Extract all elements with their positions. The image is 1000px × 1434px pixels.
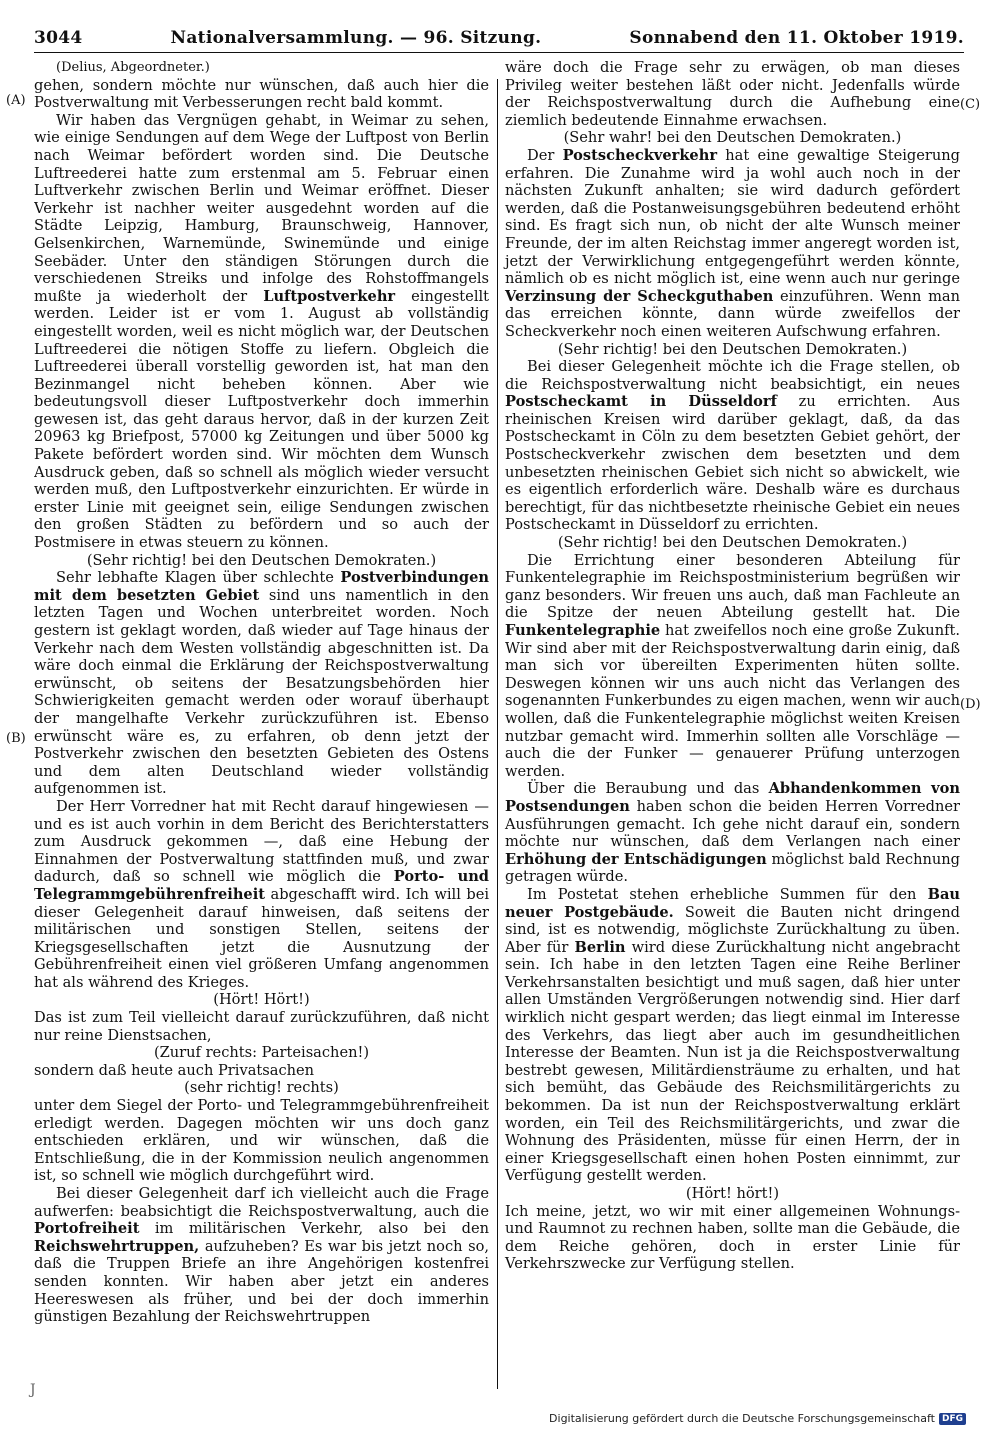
column-rule (497, 79, 498, 1389)
paragraph (505, 147, 960, 341)
text-run: aufzuheben? Es war bis jetzt noch so, daß die Truppen Briefe an ihre Angehörigen kostenfrei senden konnten. Wir haben aber jetzt ein anderes Heereswesen als früher, und bei der doch immerhin günstigen Bezahlung der Reichswehrtruppen (34, 1237, 489, 1326)
speaker-label: (Delius, Abgeordneter.) (56, 60, 210, 75)
margin-marker-a: (A) (6, 93, 26, 108)
header-title: Nationalversammlung. — 96. Sitzung. (170, 28, 542, 48)
interjection: (Hört! Hört!) (213, 991, 310, 1009)
page-header (34, 28, 964, 53)
paragraph: gehen, sondern möchte nur wünschen, daß auch hier die Postverwaltung mit Verbesserungen recht bald kommt. (34, 76, 489, 112)
paragraph: Ich meine, jetzt, wo wir mit einer allgemeinen Wohnungs- und Raumnot zu rechnen haben, sollte man die Gebäude, die dem Reiche gehören, doch in erster Linie für Verkehrszwecke zur Verfügung stellen. (505, 1202, 960, 1273)
text-run: Sehr lebhafte Klagen über schlechte (56, 569, 334, 587)
interjection: (Sehr richtig! bei den Deutschen Demokraten.) (557, 534, 908, 552)
text-run: einzuführen. Wenn man das erreichen könnte, dann würde zweifellos der Scheckverkehr noch einen weiteren Aufschwung erfahren. (505, 287, 960, 340)
text-run: Soweit die Bauten nicht dringend sind, ist es notwendig, möglichste Zurückhaltung zu üben. Aber für (505, 903, 960, 956)
text-run: wird diese Zurückhaltung nicht angebracht sein. Ich habe in den letzten Tagen eine Reihe Berliner Verkehrsanstalten besichtigt und muß sagen, daß hier unter allen Umständen Vergrößerungen notwendig sind. Hier darf wirklich nicht gespart werden; das liegt einmal im Interesse des Verkehrs, das liegt aber auch im gesundheitlichen Interesse der Beamten. Nun ist ja die Reichspostverwaltung bestrebt gewesen, Militärdiensträume zu erhalten, und hat sich bemüht, das Gebäude des Reichsmilitärgerichts zu bekommen. Da ist nun der Reichspostverwaltung erklärt worden, ein Teil des Reichsmilitärgerichts, und zwar die Wohnung des Präsidenten, müsse für einen Herrn, der in einer Kriegsgesellschaft einen hohen Posten einnimmt, zur Verfügung gestellt werden. (505, 938, 960, 1185)
text-run: Wir haben das Vergnügen gehabt, in Weimar zu sehen, wie einige Sendungen auf dem Wege der Luftpost von Berlin nach Weimar befördert worden sind. Die Deutsche Luftreederei hatte zum erstenmal am 5. Februar einen Luftverkehr zwischen Berlin und Weimar eröffnet. Dieser Verkehr ist nachher weiter ausgedehnt worden auf die Städte Leipzig, Hamburg, Braunschweig, Hannover, Gelsenkirchen, Warnemünde, Swinemünde und einige Seebäder. Unter den ständigen Störungen durch die verschiedenen Streiks und infolge des Rohstoffmangels mußte ja wiederholt der (34, 111, 489, 305)
margin-marker-c: (C) (960, 97, 981, 112)
interjection: (Hört! hört!) (685, 1185, 780, 1202)
left-column (34, 59, 497, 1326)
text-run: eingestellt werden. Leider ist er vom 1. August ab vollständig eingestellt worden, weil es nicht möglich war, der Deutschen Luftreederei die nötigen Stoffe zu liefern. Obgleich die Luftreederei überall vorstellig geworden ist, hat man den Bezinmangel nicht beheben können. Aber wie bedeutungsvoll dieser Luftpostverkehr doch immerhin gewesen ist, das geht daraus hervor, daß in der kurzen Zeit 20963 kg Briefpost, 57000 kg Zeitungen und über 5000 kg Pakete befördert worden sind. Wir möchten dem Wunsch Ausdruck geben, daß so schnell als möglich wieder versucht werden muß, den Luftpostverkehr einzurichten. Er würde in erster Linie mit geeignet sein, eilige Sendungen zwischen den großen Städten zu befördern und so auch der Postmisere in etwas steuern zu können. (34, 287, 490, 552)
paragraph (505, 552, 960, 781)
emphasis: Reichswehrtruppen, (34, 1237, 200, 1255)
emphasis: Portofreiheit (34, 1220, 140, 1238)
paragraph (505, 886, 960, 1185)
text-run: hat eine gewaltige Steigerung erfahren. Die Zunahme wird ja wohl auch noch in der nächsten Zukunft anhalten; sie wird dadurch gefördert werden, daß die Postanweisungsgebühren bedeutend erhöht sind. Es fragt sich nun, ob nicht der alte Wunsch meiner Freunde, der im alten Reichstag immer angeregt worden ist, jetzt der Verwirklichung entgegengeführt werden könnte, nämlich ob es nicht möglich ist, eine wenn auch nur geringe (505, 146, 960, 288)
interjection: (Sehr wahr! bei den Deutschen Demokraten.) (563, 129, 902, 147)
paragraph (34, 798, 489, 992)
interjection: (Sehr richtig! bei den Deutschen Demokraten.) (86, 551, 437, 569)
right-column (497, 59, 960, 1326)
emphasis: Porto- und Telegrammgebührenfreiheit (34, 868, 490, 903)
page-number: 3044 (34, 28, 83, 48)
digitization-footer (549, 1412, 966, 1425)
paragraph (34, 569, 489, 798)
document-page (34, 28, 964, 1368)
emphasis: Funkentelegraphie (505, 622, 661, 639)
emphasis: Berlin (574, 938, 626, 956)
text-run: möglichst bald Rechnung getragen würde. (505, 850, 960, 886)
emphasis: Abhandenkommen von Postsendungen (505, 780, 960, 815)
paragraph: sondern daß heute auch Privatsachen (34, 1061, 315, 1079)
emphasis: Luftpostverkehr (263, 287, 396, 305)
text-run: abgeschafft wird. Ich will bei dieser Gelegenheit darauf hinweisen, daß seitens der militärischen und sonstigen Stellen, seitens der Kriegsgesellschaften jetzt die Ausnutzung der Gebührenfreiheit einen viel größeren Umfang angenommen hat als während des Krieges. (34, 885, 490, 991)
text-run: sind uns namentlich in den letzten Tagen und Wochen unterbreitet worden. Noch gestern ist geklagt worden, daß wieder auf Tage hinaus der Verkehr nach dem Westen vollständig abgeschnitten ist. Da wäre doch einmal die Erklärung der Reichspostverwaltung erwünscht, ob seitens der Besatzungsbehörden hier Schwierigkeiten gemacht werden oder worauf überhaupt der mangelhafte Verkehr zurückzuführen ist. Ebenso erwünscht wäre es, zu erfahren, ob denn jetzt der Postverkehr zwischen den besetzten Gebieten des Ostens und dem alten Deutschland wieder vollständig aufgenommen ist. (34, 586, 490, 798)
text-run: Im Postetat stehen erhebliche Summen für den (527, 885, 917, 903)
text-run: haben schon die beiden Herren Vorredner Ausführungen gemacht. Ich gehe nicht darauf ein, sondern möchte nur wünschen, daß dem Verlangen nach einer (505, 797, 960, 851)
emphasis: Postscheckverkehr (562, 146, 718, 164)
paragraph: wäre doch die Frage sehr zu erwägen, ob man dieses Privileg weiter bestehen läßt oder nicht. Jedenfalls würde der Reichspostverwaltung durch die Aufhebung eine ziemlich bedeutende Einnahme erwachsen. (505, 59, 960, 129)
text-run: Die Errichtung einer besonderen Abteilung für Funkentelegraphie im Reichspostministerium begrüßen wir ganz besonders. Wir freuen uns auch, daß man Fachleute an die Spitze der neuen Abteilung gestellt hat. Die (505, 551, 960, 622)
header-date: Sonnabend den 11. Oktober 1919. (629, 28, 964, 48)
margin-marker-d: (D) (960, 697, 981, 712)
paragraph: Das ist zum Teil vielleicht darauf zurückzuführen, daß nicht nur reine Dienstsachen, (34, 1009, 489, 1044)
paragraph (505, 358, 960, 534)
text-run: Bei dieser Gelegenheit möchte ich die Frage stellen, ob die Reichspostverwaltung nicht beabsichtigt, ein neues (505, 358, 960, 393)
emphasis: Postverbindungen mit dem besetzten Gebiet (34, 569, 490, 604)
dfg-logo: DFG (939, 1413, 966, 1425)
emphasis: Bau neuer Postgebäude. (505, 885, 960, 921)
emphasis: Erhöhung der Entschädigungen (505, 850, 767, 868)
margin-marker-b: (B) (6, 731, 26, 746)
text-run: Bei dieser Gelegenheit darf ich vielleicht auch die Frage aufwerfen: beabsichtigt die Reichspostverwaltung, auch die (34, 1185, 489, 1220)
paragraph (34, 1185, 489, 1326)
text-run: zu errichten. Aus rheinischen Kreisen wird darüber geklagt, daß, da das Postscheckamt in Cöln zu dem besetzten Gebiet gehört, der Postscheckverkehr zwischen dem besetzten und dem unbesetzten rheinischen Gebiet sich nicht so abwickelt, wie es eigentlich erforderlich wäre. Deshalb wäre es durchaus berechtigt, für das nichtbesetzte rheinische Gebiet ein neues Postscheckamt in Düsseldorf zu errichten. (505, 393, 960, 534)
interjection: (Sehr richtig! bei den Deutschen Demokraten.) (557, 340, 908, 358)
stray-mark: J (30, 1382, 36, 1398)
paragraph: unter dem Siegel der Porto- und Telegrammgebührenfreiheit erledigt werden. Dagegen möchten wir uns doch ganz entschieden erklären, und wir wünschen, daß die Entschließung, die in der Kommission neulich angenommen ist, so schnell wie möglich durchgeführt wird. (34, 1097, 489, 1185)
interjection: (Zuruf rechts: Parteisachen!) (153, 1044, 370, 1062)
text-run: hat zweifellos noch eine große Zukunft. Wir sind aber mit der Reichspostverwaltung darin einig, daß man sich vor übereilten Experimenten hüten sollte. Deswegen können wir uns auch nicht das Verlangen des sogenannten Funkerbundes zu eigen machen, wenn wir auch wollen, daß die Funkentelegraphie möglichst weiten Kreisen nutzbar gemacht wird. Immerhin sollten alle Vorschläge — auch die der Funker — genauerer Prüfung unterzogen werden. (505, 622, 960, 780)
text-run: im militärischen Verkehr, also bei den (154, 1220, 489, 1238)
text-columns (34, 59, 964, 1326)
interjection: (sehr richtig! rechts) (184, 1079, 339, 1097)
paragraph (505, 780, 960, 886)
emphasis: Verzinsung der Scheckguthaben (505, 287, 774, 305)
text-run: Der (527, 146, 555, 164)
text-run: Über die Beraubung und das (527, 780, 760, 798)
footer-text: Digitalisierung gefördert durch die Deutsche Forschungsgemeinschaft (549, 1412, 935, 1425)
emphasis: Postscheckamt in Düsseldorf (505, 393, 777, 411)
paragraph (34, 112, 489, 552)
text-run: Der Herr Vorredner hat mit Recht darauf hingewiesen — und es ist auch vorhin in dem Bericht des Berichterstatters zum Ausdruck gekommen —, daß eine Hebung der Einnahmen der Postverwaltung stattfinden muß, und zwar dadurch, daß so schnell wie möglich die (34, 797, 489, 886)
